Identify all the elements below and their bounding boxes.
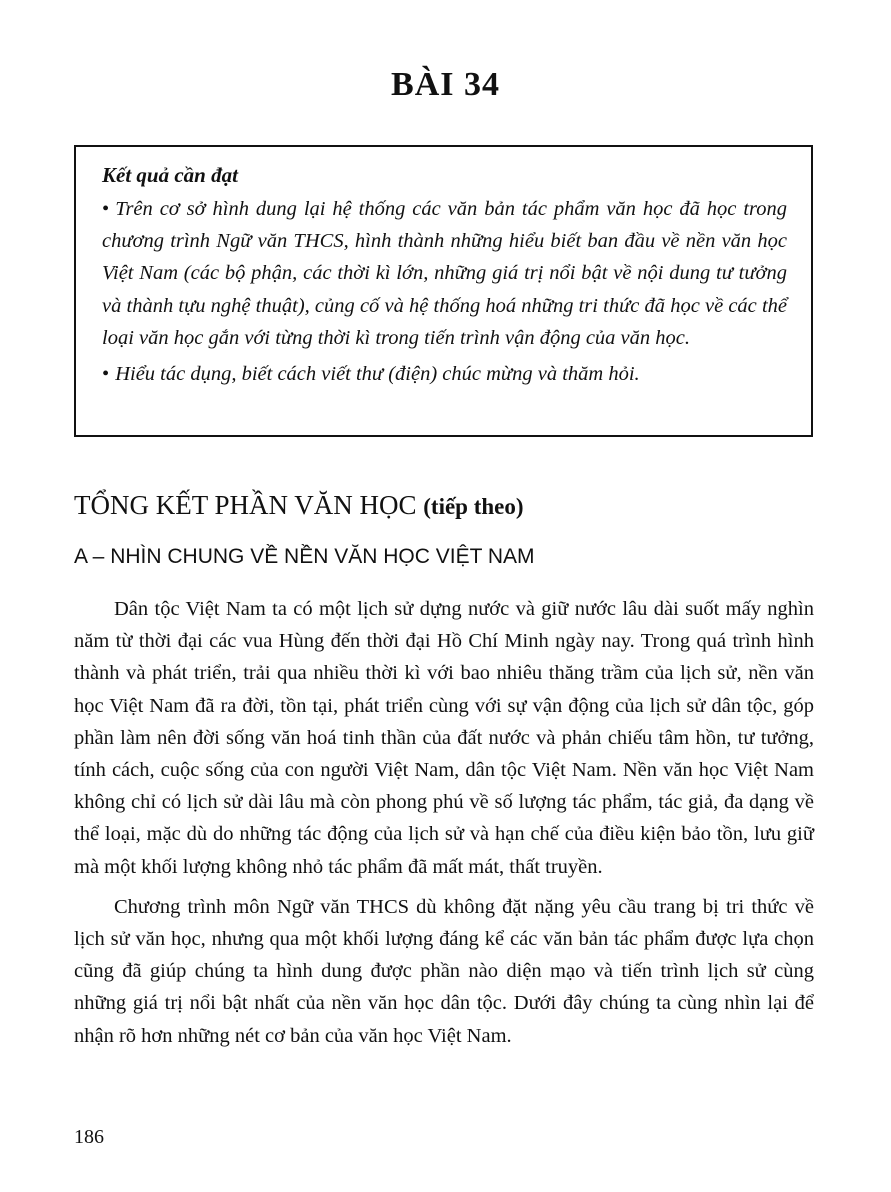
objective-text: Hiểu tác dụng, biết cách viết thư (điện) chúc mừng và thăm hỏi.	[115, 363, 640, 386]
section-title-suffix: (tiếp theo)	[423, 494, 524, 519]
bullet-icon: •	[102, 198, 110, 220]
section-title-main: TỔNG KẾT PHẦN VĂN HỌC	[74, 490, 417, 520]
objectives-box	[74, 145, 813, 437]
paragraph: Dân tộc Việt Nam ta có một lịch sử dựng nước và giữ nước lâu dài suốt mấy nghìn năm từ thời đại các vua Hùng đến thời đại Hồ Chí Minh ngày nay. Trong quá trình hình thành và phát triển, trải qua nhiều thời kì với bao nhiêu thăng trầm của lịch sử, nền văn học Việt Nam đã ra đời, tồn tại, phát triển cùng với sự vận động của lịch sử dân tộc, góp phần làm nên đời sống văn hoá tinh thần của đất nước và phản chiếu tâm hồn, tư tưởng, tính cách, cuộc sống của con người Việt Nam, dân tộc Việt Nam. Nền văn học Việt Nam không chỉ có lịch sử dài lâu mà còn phong phú về số lượng tác phẩm, tác giả, đa dạng về thể loại, mặc dù do những tác động của lịch sử và hạn chế của điều kiện bảo tồn, lưu giữ mà một khối lượng không nhỏ tác phẩm đã mất mát, thất truyền.	[74, 598, 814, 878]
objective-text: Trên cơ sở hình dung lại hệ thống các văn bản tác phẩm văn học đã học trong chương trình Ngữ văn THCS, hình thành những hiểu biết ban đầu về nền văn học Việt Nam (các bộ phận, các thời kì lớn, những giá trị nổi bật về nội dung tư tưởng và thành tựu nghệ thuật), củng cố và hệ thống hoá những tri thức đã học về các thể loại văn học gắn với từng thời kì trong tiến trình vận động của văn học.	[102, 198, 787, 349]
bullet-icon: •	[102, 363, 110, 386]
section-title	[74, 488, 524, 524]
objective-item-2	[102, 358, 787, 390]
objective-item-1	[102, 193, 787, 354]
body-text	[74, 593, 814, 1052]
page-number: 186	[74, 1126, 104, 1148]
subsection-title: A – NHÌN CHUNG VỀ NỀN VĂN HỌC VIỆT NAM	[74, 545, 535, 568]
paragraph: Chương trình môn Ngữ văn THCS dù không đặt nặng yêu cầu trang bị tri thức về lịch sử văn học, nhưng qua một khối lượng đáng kể các văn bản tác phẩm được lựa chọn cũng đã giúp chúng ta hình dung được phần nào diện mạo và tiến trình lịch sử cùng những giá trị nổi bật nhất của nền văn học dân tộc. Dưới đây chúng ta cùng nhìn lại để nhận rõ hơn những nét cơ bản của văn học Việt Nam.	[74, 895, 814, 1047]
page-title: BÀI 34	[391, 66, 500, 103]
objectives-heading: Kết quả cần đạt	[102, 163, 238, 187]
